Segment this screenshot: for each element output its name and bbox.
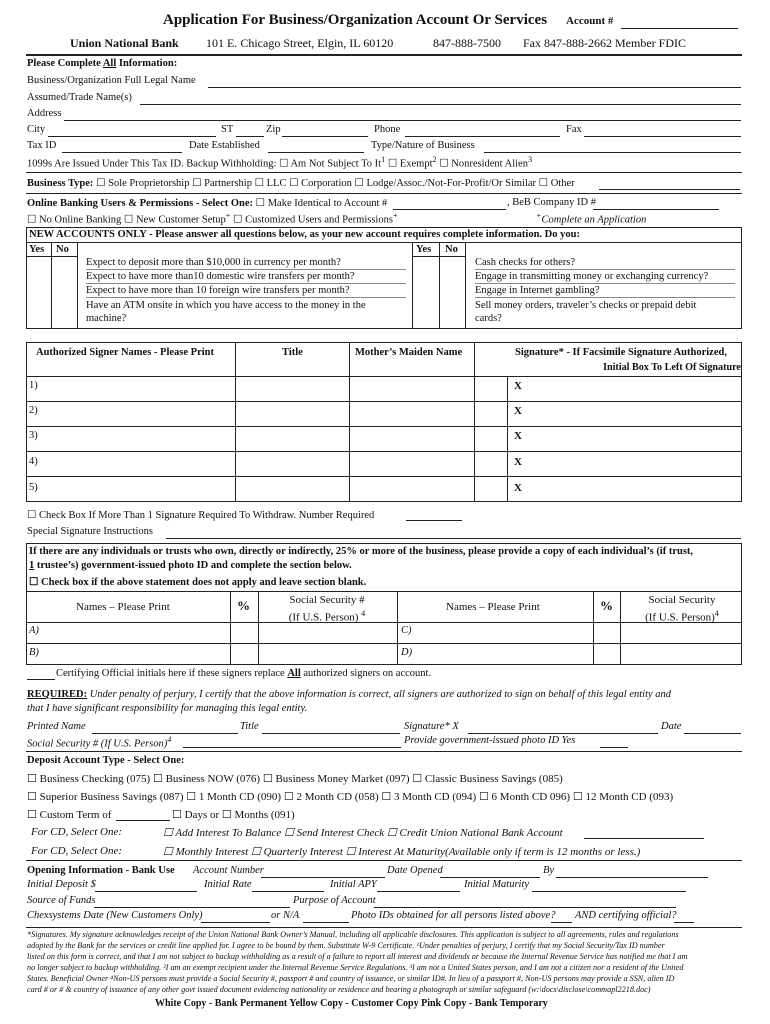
title-header: Title	[282, 347, 303, 358]
percent-header-right: %	[600, 598, 613, 613]
and-certifying-label: AND certifying official?	[575, 910, 677, 921]
yes-header-right: Yes	[416, 244, 432, 255]
divider	[26, 376, 742, 377]
divider	[26, 751, 742, 752]
initial-apy-field[interactable]	[377, 891, 460, 892]
and-certifying-field[interactable]	[674, 922, 694, 923]
divider	[230, 591, 231, 665]
signature-x-5[interactable]: X	[514, 482, 522, 494]
assumed-name-field[interactable]	[140, 104, 741, 105]
divider	[86, 283, 406, 284]
divider	[26, 860, 742, 861]
owner-names-header: Names – Please Print	[76, 601, 170, 613]
by-field[interactable]	[556, 877, 708, 878]
date-opened-label: Date Opened	[387, 865, 443, 876]
city-field[interactable]	[48, 136, 216, 137]
beneficial-statement: If there are any individuals or trusts who own, directly or indirectly, 25% or more of the business, please provide a copy of each individual’s (if trust,	[29, 546, 694, 557]
signature-x-3[interactable]: X	[514, 430, 522, 442]
signer-row-5[interactable]: 5)	[29, 482, 38, 493]
footnote-line-3: listed on this form is correct, and that I am not subject to backup withholding as a result of a failure to report all interest and dividends or because the Internal Revenue Service has notified me that I am	[27, 952, 688, 961]
no-header: No	[56, 244, 69, 255]
legal-name-label: Business/Organization Full Legal Name	[27, 75, 196, 86]
business-type-row[interactable]: Business Type: ☐ Sole Proprietorship ☐ Partnership ☐ LLC ☐ Corporation ☐ Lodge/Assoc./Not-For-Profit/Or Similar ☐ Other	[27, 178, 575, 189]
photo-id-label: Provide government-issued photo ID Yes	[404, 735, 576, 746]
question-text: Have an ATM onsite in which you have access to the money in the	[86, 300, 366, 311]
divider	[51, 242, 52, 329]
percent-header: %	[237, 598, 250, 613]
initial-maturity-field[interactable]	[532, 891, 686, 892]
maiden-name-header: Mother’s Maiden Name	[355, 347, 463, 358]
certifying-official-text: Certifying Official initials here if these signers replace All authorized signers on account.	[56, 668, 432, 679]
signature-field[interactable]	[468, 733, 658, 734]
divider	[439, 242, 440, 329]
bank-account-number-field[interactable]	[261, 877, 385, 878]
signer-row-3[interactable]: 3)	[29, 430, 38, 441]
phone-label: Phone	[374, 124, 401, 135]
question-text: machine?	[86, 313, 127, 324]
signer-row-1[interactable]: 1)	[29, 380, 38, 391]
header-divider	[26, 54, 742, 56]
divider	[77, 242, 78, 329]
bank-name: Union National Bank	[70, 36, 179, 50]
business-nature-field[interactable]	[484, 152, 741, 153]
business-nature-label: Type/Nature of Business	[371, 140, 475, 151]
custom-term-unit[interactable]: ☐ Days or ☐ Months (091)	[172, 809, 295, 821]
signer-names-header: Authorized Signer Names - Please Print	[36, 347, 214, 358]
beb-company-id-field[interactable]	[593, 209, 719, 210]
signer-row-2[interactable]: 2)	[29, 405, 38, 416]
backup-withholding-row[interactable]: 1099s Are Issued Under This Tax ID. Backup Withholding: ☐ Am Not Subject To It$^1$ ☐ Exempt$^2$ ☐ Nonresident Alien$^3$	[27, 155, 533, 170]
divider	[258, 591, 259, 665]
divider	[26, 426, 742, 427]
zip-label: Zip	[266, 124, 281, 135]
address-label: Address	[27, 108, 62, 119]
tax-id-label: Tax ID	[27, 140, 57, 151]
opening-info-heading: Opening Information - Bank Use	[27, 865, 175, 876]
title-field[interactable]	[262, 733, 400, 734]
assumed-name-label: Assumed/Trade Name(s)	[27, 92, 132, 103]
divider	[26, 591, 742, 592]
footnote-line-6: card # or # & country of issuance of any other govt issued document evidencing nationality or residence and bearing a photograph or similar safeguard (w:\docs\disclose\commapl2218.doc)	[27, 985, 651, 994]
source-of-funds-field[interactable]	[94, 907, 290, 908]
special-instructions-field[interactable]	[166, 538, 741, 539]
divider	[26, 193, 742, 194]
online-banking-row[interactable]: Online Banking Users & Permissions - Select One: ☐ Make Identical to Account #	[27, 198, 388, 209]
custom-term-checkbox[interactable]: ☐ Custom Term of	[27, 809, 112, 821]
question-text: Engage in Internet gambling?	[475, 285, 600, 296]
not-applicable-checkbox[interactable]: ☐ Check box if the above statement does not apply and leave section blank.	[29, 577, 367, 588]
bank-address: 101 E. Chicago Street, Elgin, IL 60120	[206, 36, 394, 50]
printed-name-field[interactable]	[92, 733, 238, 734]
cd-interest-label: For CD, Select One:	[31, 826, 123, 838]
initial-deposit-field[interactable]	[95, 891, 197, 892]
initial-rate-field[interactable]	[252, 891, 324, 892]
divider	[86, 297, 406, 298]
account-number-field[interactable]	[621, 28, 738, 29]
or-na-field[interactable]	[303, 922, 349, 923]
account-number-label: Account Number	[193, 865, 264, 876]
date-label: Date	[661, 721, 682, 732]
question-text: Expect to deposit more than $10,000 in currency per month?	[86, 257, 341, 268]
online-options-row[interactable]: ☐ No Online Banking ☐ New Customer Setup+ ☐ Customized Users and Permissions+	[27, 211, 398, 226]
custom-term-field[interactable]	[116, 820, 170, 821]
divider	[26, 476, 742, 477]
zip-field[interactable]	[282, 136, 368, 137]
divider	[474, 342, 475, 502]
divider	[349, 342, 350, 502]
question-text: Expect to have more than10 domestic wire transfers per month?	[86, 271, 355, 282]
state-label: ST	[221, 124, 234, 135]
title-label: Title	[240, 721, 259, 732]
owner-row-d[interactable]: D)	[401, 647, 413, 658]
printed-name-label: Printed Name	[27, 721, 86, 732]
owner-row-a[interactable]: A)	[29, 625, 39, 636]
number-required-field[interactable]	[406, 520, 462, 521]
yes-header: Yes	[29, 244, 45, 255]
cd-frequency-options[interactable]: ☐ Monthly Interest ☐ Quarterly Interest ☐ Interest At Maturity(Available only if term is 12 months or less.)	[163, 846, 641, 858]
footnote-line-2: adopted by the Bank for the services or credit line applied for. I agree to be bound by them. Substitute W-9 Certificate. ¹Under penalties of perjury, I certify that my Social Security/Tax ID number	[27, 941, 665, 950]
deposit-heading: Deposit Account Type - Select One:	[27, 755, 185, 766]
divider	[26, 927, 742, 928]
signer-row-4[interactable]: 4)	[29, 456, 38, 467]
special-instructions-label: Special Signature Instructions	[27, 526, 153, 537]
business-type-other-field[interactable]	[599, 189, 740, 190]
question-text: Sell money orders, traveler’s checks or prepaid debit	[475, 300, 697, 311]
divider	[26, 451, 742, 452]
account-number-label: Account #	[566, 15, 614, 27]
cd-interest-options[interactable]: ☐ Add Interest To Balance ☐ Send Interest Check ☐ Credit Union National Bank Account	[163, 827, 563, 839]
by-label: By	[543, 865, 555, 876]
signature-label: Signature* X	[404, 721, 459, 732]
question-text: cards?	[475, 313, 502, 324]
identical-account-field[interactable]	[393, 209, 506, 210]
signature-x-4[interactable]: X	[514, 456, 522, 468]
divider	[86, 269, 406, 270]
question-text: Engage in transmitting money or exchanging currency?	[475, 271, 709, 282]
beb-company-id-label: , BeB Company ID #	[507, 197, 596, 208]
question-text: Expect to have more than 10 foreign wire transfers per month?	[86, 285, 350, 296]
ssn-header-right: Social Security (If U.S. Person)$^4$	[645, 594, 719, 624]
footnote-line-1: *Signatures. My signature acknowledges receipt of the Union National Bank Owner’s Manual, including all applicable disclosures. This application is subject to all agreements, rules and regulations	[27, 930, 679, 939]
divider	[475, 269, 735, 270]
footnote-line-5: States. Beneficial Owner ⁴Non-US persons must provide a Social Security #, passport # and country of issuance, or similar ID#. In lieu of a passport #, Non-US persons may provide a SSN, alien ID	[27, 974, 675, 983]
divider	[507, 376, 508, 502]
ssn-field[interactable]	[183, 747, 401, 748]
signature-x-2[interactable]: X	[514, 405, 522, 417]
state-field[interactable]	[236, 136, 264, 137]
phone-field[interactable]	[405, 136, 560, 137]
photo-id-field[interactable]	[600, 747, 628, 748]
owner-row-b[interactable]: B)	[29, 647, 39, 658]
multiple-signatures-checkbox[interactable]: ☐ Check Box If More Than 1 Signature Required To Withdraw. Number Required	[27, 510, 375, 521]
bank-phone: 847-888-7500	[433, 36, 501, 50]
divider	[26, 643, 742, 644]
bank-fax: Fax 847-888-2662 Member FDIC	[523, 36, 686, 50]
date-established-label: Date Established	[189, 140, 260, 151]
chexsystems-label: Chexsystems Date (New Customers Only)	[27, 910, 203, 921]
fax-field[interactable]	[584, 136, 741, 137]
complete-application-note: +Complete an Application	[536, 211, 647, 226]
initials-field[interactable]	[636, 733, 658, 734]
fax-label: Fax	[566, 124, 582, 135]
new-accounts-heading: NEW ACCOUNTS ONLY - Please answer all questions below, as your new account requires complete information. Do you:	[29, 229, 580, 240]
initial-maturity-label: Initial Maturity	[464, 879, 530, 890]
question-text: Cash checks for others?	[475, 257, 576, 268]
photo-ids-label: Photo IDs obtained for all persons listed above?	[351, 910, 556, 921]
owner-row-c[interactable]: C)	[401, 625, 412, 636]
ssn-label: Social Security # (If U.S. Person)$^4$	[27, 735, 172, 750]
signature-header: Signature* - If Facsimile Signature Authorized,	[515, 347, 727, 358]
legal-name-field[interactable]	[208, 87, 741, 88]
certifying-initials-field[interactable]	[27, 679, 55, 680]
owner-names-header-right: Names – Please Print	[446, 601, 540, 613]
divider	[620, 591, 621, 665]
deposit-options-row-1[interactable]: ☐ Business Checking (075) ☐ Business NOW (076) ☐ Business Money Market (097) ☐ Classic Business Savings (085)	[27, 773, 563, 785]
divider	[593, 591, 594, 665]
info-heading: Please Complete All Information:	[27, 58, 178, 69]
initial-apy-label: Initial APY	[330, 879, 377, 890]
divider	[412, 242, 413, 329]
cd-frequency-label: For CD, Select One:	[31, 845, 123, 857]
ssn-header: Social Security # (If U.S. Person) $^4$	[288, 594, 366, 624]
required-certification: REQUIRED: Under penalty of perjury, I certify that the above information is correct, all signers are authorized to sign on behalf of this legal entity and	[27, 689, 672, 700]
signature-header-sub: Initial Box To Left Of Signature	[603, 362, 741, 373]
footnote-line-4: no longer subject to backup withholding. ²I am an exempt recipient under the Internal Revenue Service Regulations. ³I am not a United States person, and I am not a citizen nor a resident of the United	[27, 963, 684, 972]
source-of-funds-label: Source of Funds	[27, 895, 96, 906]
cd-account-field[interactable]	[584, 838, 704, 839]
initial-rate-label: Initial Rate	[204, 879, 252, 890]
divider	[465, 242, 466, 329]
purpose-field[interactable]	[374, 907, 676, 908]
divider	[26, 242, 742, 243]
address-field[interactable]	[64, 120, 741, 121]
deposit-options-row-2[interactable]: ☐ Superior Business Savings (087) ☐ 1 Month CD (090) ☐ 2 Month CD (058) ☐ 3 Month CD (094) ☐ 6 Month CD 096) ☐ 12 Month CD (093)	[27, 791, 674, 803]
divider	[235, 342, 236, 502]
required-certification-2: that I have significant responsibility for managing this legal entity.	[27, 703, 308, 714]
city-label: City	[27, 124, 46, 135]
divider	[26, 401, 742, 402]
date-established-field[interactable]	[268, 152, 364, 153]
purpose-label: Purpose of Account	[293, 895, 376, 906]
or-na-label: or N/A	[271, 910, 300, 921]
photo-ids-field[interactable]	[551, 922, 572, 923]
form-title: Application For Business/Organization Account Or Services	[163, 12, 548, 28]
beneficial-statement-2: 1 trustee’s) government-issued photo ID and complete the section below.	[29, 560, 352, 571]
initial-deposit-label: Initial Deposit $	[27, 879, 96, 890]
copy-distribution: White Copy - Bank Permanent Yellow Copy - Customer Copy Pink Copy - Bank Temporary	[155, 998, 548, 1009]
date-opened-field[interactable]	[440, 877, 540, 878]
divider	[475, 283, 735, 284]
tax-id-field[interactable]	[62, 152, 182, 153]
divider	[397, 591, 398, 665]
divider	[475, 297, 735, 298]
signature-x-1[interactable]: X	[514, 380, 522, 392]
chexsystems-field[interactable]	[201, 922, 270, 923]
no-header-right: No	[445, 244, 458, 255]
date-field[interactable]	[684, 733, 741, 734]
divider	[26, 172, 742, 173]
